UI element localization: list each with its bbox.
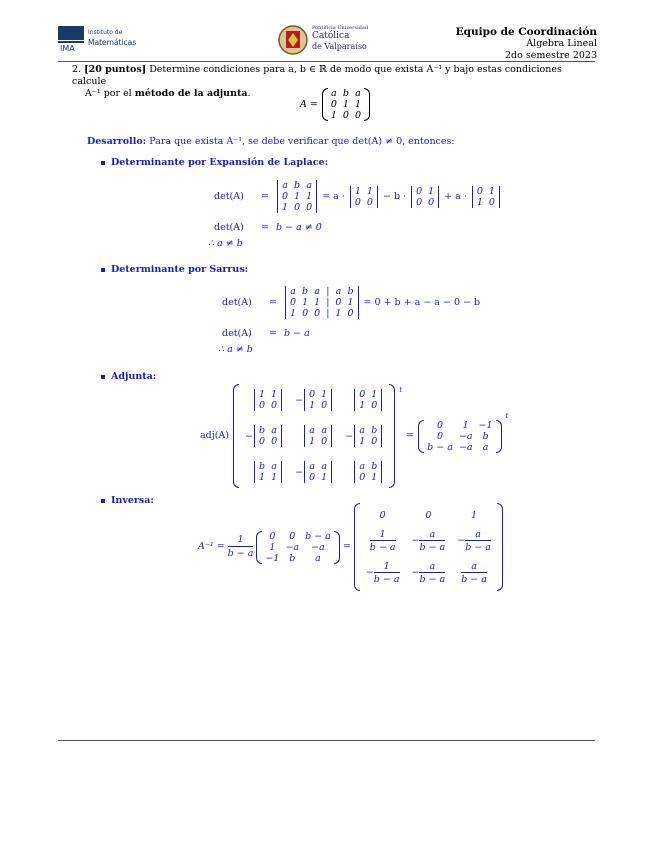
matrix-a-cell: 1 [342,99,349,110]
inverse-cell: − $\frac{a}{b - a}$ [411,528,446,553]
bullet-icon [101,375,105,379]
cofactor-minor-cell: 0 [321,436,328,447]
problem-text-b: A⁻¹ por el [85,88,132,99]
sarrus-det-cell: 0 [290,297,297,308]
cofactor-sign: − [244,430,253,442]
inversa-matrix-cell: b − a [305,530,331,542]
bullet-icon [101,161,105,165]
cofactor-minor-cell: 1 [359,400,366,411]
sarrus-det-cell: 1 [314,297,321,308]
laplace-det-cell: b [294,180,301,191]
laplace-minor2 [410,186,440,208]
matrix-a-cell: 0 [354,110,362,121]
problem-text-a: Determine condiciones para a, b ∈ ℝ de modo que exista A⁻¹ y bajo estas condiciones calcule [72,64,562,87]
laplace-lhs: det(A) [214,190,244,202]
cofactor-minor-cell: b [258,425,266,436]
inversa-matrix-cell: 1 [269,541,276,553]
matrix-a-cell: 0 [330,99,337,110]
laplace-minor3 [471,186,501,208]
laplace-minor1-cell: 0 [366,196,373,208]
cofactor-minor [253,389,283,411]
laplace-minor3-cell: 0 [488,196,495,208]
inversa-matrix-cell: a [315,552,321,564]
laplace-det-cell: 0 [294,202,301,213]
cofactor-minor [353,389,383,411]
cofactor-minor-cell: 1 [371,472,378,483]
laplace-minor2-cell: 0 [428,196,435,208]
adjunta-cofactor-matrix [233,384,395,488]
matrix-a-label: A = [300,98,318,110]
inversa-matrix-cell: −1 [265,552,280,564]
cofactor-minor-cell: 1 [258,389,266,400]
cofactor-minor-cell: 1 [371,389,378,400]
cofactor-minor [353,461,383,483]
laplace-det-cell: a [306,180,312,191]
university-line3: de Valparaíso [312,42,367,51]
sarrus-det-cell: 0 [335,297,342,308]
team-name: Equipo de Coordinación [455,26,597,38]
sarrus-det-cell: a [314,286,320,297]
laplace-minor3-cell: 1 [488,185,495,197]
inversa-matrix-cell: 0 [269,530,276,542]
inversa-frac-den: b − a [227,548,254,559]
cofactor-cell [289,382,339,418]
laplace-minor1-cell: 1 [354,185,361,197]
inversa-result [354,503,503,591]
inversa-lhs: A⁻¹ = [198,541,225,552]
matrix-a-cell: 1 [330,110,337,121]
laplace-eq [214,180,501,213]
crest-icon [278,20,308,60]
laplace-det-cell: 0 [282,191,289,202]
adjunta-result-cell: −a [458,430,473,442]
problem-method: método de la adjunta [134,88,248,99]
inversa-title: Inversa: [101,495,154,507]
laplace-op3: + a · [444,190,467,202]
adjunta-result-cell: b − a [427,441,453,453]
inversa-fraction [228,534,254,560]
matrix-a-cell: a [331,88,337,99]
sarrus-det-cell: 0 [314,308,321,319]
cofactor-minor [353,425,383,447]
development-label: Desarrollo: [87,136,147,147]
inversa-frac-num: 1 [237,534,244,545]
adjunta-result-cell: 0 [436,419,444,431]
cofactor-minor-cell: a [271,425,277,436]
cofactor-minor-cell: b [371,461,378,472]
course-name: Álgebra Lineal [526,38,597,49]
cofactor-minor-cell: 1 [309,400,316,411]
institute-line2: Matemáticas [88,38,137,47]
adjunta-result-cell: −1 [478,419,493,431]
sarrus-title: Determinante por Sarrus: [101,264,248,276]
cofactor-minor-cell: b [371,425,378,436]
cofactor-minor-cell: a [271,461,277,472]
sarrus-det-cell: a [290,286,296,297]
inverse-cell: 0 [379,509,386,521]
adjunta-lhs: adj(A) [200,430,229,441]
semester: 2do semestre 2023 [504,50,597,61]
laplace-title: Determinante por Expansión de Laplace: [101,157,328,169]
laplace-minor2-cell: 1 [428,185,435,197]
inverse-cell: a b − a [461,560,487,585]
sarrus-eq-sign: = [269,296,277,308]
matrix-a [322,88,370,121]
cofactor-minor-cell: a [321,461,328,472]
sarrus-det-cell: 1 [335,308,342,319]
laplace-minor1-cell: 0 [354,196,361,208]
inversa-matrix-cell: −a [285,541,300,553]
sarrus-line2-eq: = [269,328,277,339]
sarrus-rhs: = 0 + b + a − a − 0 − b [363,296,481,308]
cofactor-cell [239,418,289,454]
matrix-a-def [300,88,370,121]
adjunta-result-cell: −a [458,441,473,453]
laplace-op2: − b · [382,190,407,202]
sarrus-det-cell: | [326,308,330,319]
laplace-minor2-cell: 0 [416,196,423,208]
cofactor-minor-cell: a [309,461,315,472]
sarrus-eq [222,286,480,319]
sarrus-det-cell: 1 [347,297,354,308]
laplace-line2-eq: = [261,222,269,233]
matrix-a-cell: b [342,88,349,99]
sarrus-lhs: det(A) [222,296,252,308]
adjunta-result-cell: 1 [462,419,469,431]
cofactor-minor-cell: 0 [371,400,378,411]
development-line [87,136,455,148]
cofactor-minor-cell: 1 [321,389,328,400]
laplace-minor3-cell: 1 [476,196,483,208]
cofactor-minor [303,389,333,411]
cofactor-minor-cell: b [258,461,266,472]
cofactor-minor-cell: 0 [309,472,316,483]
cofactor-minor-cell: 0 [309,389,316,400]
adjunta-transpose-2: t [505,412,509,420]
laplace-det-cell: 1 [306,191,313,202]
inverse-cell: 0 [425,509,432,521]
laplace-minor1 [349,186,379,208]
sarrus-conclusion: ∴ a ≠ b [218,344,253,355]
problem-points: [20 puntos] [84,64,147,75]
cofactor-minor-cell: 1 [271,472,278,483]
cofactor-minor-cell: 0 [359,472,366,483]
laplace-det-cell: a [282,180,288,191]
matrix-a-cell: 1 [354,99,362,110]
inversa-eq-sign: = [342,541,351,552]
laplace-det-cell: 0 [306,202,313,213]
laplace-line2-rhs: b − a ≠ 0 [276,222,322,233]
inverse-cell: − $\frac{1}{b - a}$ [365,560,400,585]
cofactor-minor-cell: a [359,425,366,436]
header-rule [58,61,595,62]
laplace-line2 [214,222,322,234]
cofactor-minor-cell: 0 [271,400,278,411]
development-text: Para que exista A⁻¹, se debe verificar que det(A) ≠ 0, entonces: [149,136,455,147]
cofactor-minor-cell: 0 [359,389,366,400]
sarrus-det-cell: 0 [302,308,309,319]
adjunta-transpose-1: t [399,386,403,394]
matrix-a-cell: a [355,88,361,99]
cofactor-sign: − [295,394,304,406]
laplace-minor2-cell: 0 [416,185,423,197]
cofactor-minor-cell: 1 [321,472,328,483]
cofactor-minor [303,461,333,483]
cofactor-minor-cell: 0 [271,436,278,447]
sarrus-line2-rhs: b − a [284,328,310,339]
inversa-matrix [256,531,339,564]
laplace-op1: = a · [322,190,345,202]
cofactor-minor-cell: 1 [309,436,316,447]
sarrus-det-cell: a [335,286,342,297]
cofactor-cell [239,454,289,490]
inverse-cell: − $\frac{a}{b - a}$ [457,528,491,553]
cofactor-cell [239,382,289,418]
cofactor-minor-cell: a [309,425,315,436]
laplace-line2-lhs: det(A) [214,222,244,233]
laplace-det-cell: 1 [282,202,289,213]
sarrus-det-cell: | [326,297,330,308]
sarrus-det-cell: b [347,286,354,297]
laplace-conclusion: ∴ a ≠ b [208,238,243,249]
university-line1: Pontificia Universidad [312,25,369,31]
inversa-matrix-cell: b [289,552,296,564]
cofactor-sign: − [295,466,304,478]
sarrus-det-cell: 1 [290,308,297,319]
inverse-cell: 1 [471,509,478,521]
university-logo [278,20,388,60]
inversa-matrix-cell: −a [311,541,325,553]
cofactor-minor-cell: 1 [359,436,366,447]
cofactor-minor-cell: a [359,461,366,472]
cofactor-cell [339,454,389,490]
laplace-minor1-cell: 1 [366,185,373,197]
university-line2: Católica [312,31,350,41]
inverse-cell: 1 b − a [369,528,396,553]
bullet-icon [101,499,105,503]
sarrus-det-cell: b [302,286,309,297]
institute-logo [58,26,148,52]
cofactor-cell [289,454,339,490]
adjunta-eq-sign: = [406,430,415,441]
cofactor-minor-cell: 0 [258,400,266,411]
adjunta-result-cell: b [482,430,489,442]
inverse-cell: − $\frac{a}{b - a}$ [411,560,446,585]
adjunta-eq [200,384,508,488]
sarrus-det-cell: | [326,286,330,297]
inversa-eq [198,503,503,591]
cofactor-minor [303,425,333,447]
bullet-icon [101,268,105,272]
laplace-eq-sign: = [261,190,269,202]
cofactor-cell [339,382,389,418]
cofactor-minor-cell: 0 [321,400,328,411]
adjunta-title: Adjunta: [101,371,156,383]
cofactor-minor [253,425,283,447]
sarrus-line2 [222,328,310,340]
sarrus-det [284,286,360,319]
institute-abbr: IMA [60,44,75,52]
adjunta-result-cell: 0 [436,430,444,442]
laplace-det [276,180,318,213]
matrix-a-cell: 0 [342,110,349,121]
cofactor-minor-cell: 0 [371,436,378,447]
adjunta-result [418,420,501,453]
cofactor-minor-cell: 1 [271,389,278,400]
cofactor-minor-cell: a [321,425,328,436]
laplace-minor3-cell: 0 [476,185,483,197]
header-info [456,26,597,62]
cofactor-cell [339,418,389,454]
sarrus-det-cell: 1 [302,297,309,308]
inversa-matrix-cell: 0 [289,530,296,542]
footer-rule [58,740,595,741]
cofactor-minor [253,461,283,483]
cofactor-minor-cell: 0 [258,436,266,447]
sarrus-line2-lhs: det(A) [222,328,252,339]
institute-line1: Instituto de [88,29,123,36]
problem-text-end: . [247,88,251,99]
cofactor-sign: − [345,430,354,442]
adjunta-result-cell: a [482,441,489,453]
cofactor-cell [289,418,339,454]
cofactor-minor-cell: 1 [258,472,266,483]
sarrus-det-cell: 0 [347,308,354,319]
laplace-det-cell: 1 [294,191,301,202]
problem-number: 2. [72,64,82,75]
